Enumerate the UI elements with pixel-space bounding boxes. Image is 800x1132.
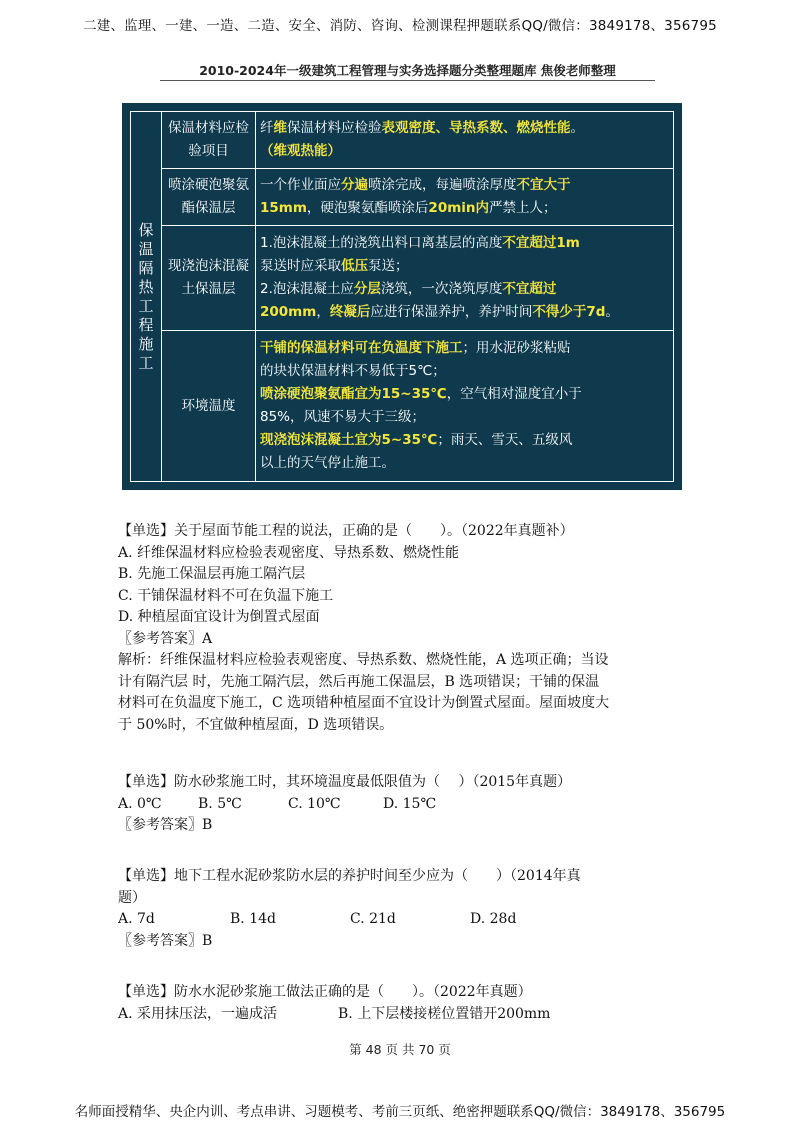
highlight-text: 15mm (260, 200, 307, 216)
row-content-line (260, 197, 669, 220)
row-content-line (260, 337, 669, 360)
section-label-char: 热 (138, 277, 154, 296)
body-text: 1.泡沫混凝土的浇筑出料口离基层的高度 (260, 235, 503, 251)
body-text: 以上的天气停止施工。 (260, 455, 395, 471)
option-a: A. 采用抹压法，一遍成活 (118, 1005, 278, 1022)
body-text: 应进行保湿养护，养护时间 (370, 304, 533, 320)
body-text: ，硬泡聚氨酯喷涂后 (306, 200, 429, 216)
insulation-construction-slide (122, 103, 682, 490)
highlight-text: 现浇泡沫混凝土宜为5~35℃ (260, 432, 438, 448)
top-contact-banner: 二建、监理、一建、一造、二造、安全、消防、咨询、检测课程押题联系QQ/微信：3849178、356795 (83, 18, 717, 34)
row-label-spray-foam: 喷涂硬泡聚氨酯保温层 (162, 169, 256, 226)
highlight-text: 不宜超过 (502, 281, 557, 297)
question-stem: 【单选】防水砂浆施工时，其环境温度最低限值为（ ）（2015年真题） (118, 774, 572, 790)
highlight-text: 20min内 (428, 200, 490, 216)
document-title: 2010-2024年一级建筑工程管理与实务选择题分类整理题库 焦俊老师整理 (199, 63, 616, 78)
body-text: 纤 (260, 120, 274, 136)
analysis-line: 于 50%时，不宜做种植屋面，D 选项错误。 (118, 716, 394, 733)
body-text: 保温材料应检验 (287, 120, 382, 136)
option-c: C. 干铺保温材料不可在负温下施工 (118, 587, 334, 604)
highlight-text: 分层 (353, 281, 381, 297)
highlight-text: 干铺的保温材料可在负温度下施工 (260, 340, 463, 356)
reference-answer: 〖参考答案〗B (118, 932, 213, 949)
reference-answer: 〖参考答案〗A (118, 630, 213, 647)
highlight-text: 喷涂硬泡聚氨酯宜为15~35℃ (260, 386, 447, 402)
body-text: 严禁上人； (489, 200, 557, 216)
option-a: A. 7d (118, 911, 155, 927)
option-b: B. 5℃ (198, 795, 242, 812)
body-text: ；用水泥砂浆粘贴 (462, 340, 571, 356)
body-text: 一个作业面应 (260, 177, 341, 193)
question-block-1 (118, 521, 698, 736)
body-text: 浇筑，一次浇筑厚度 (380, 281, 503, 297)
section-label-char: 程 (138, 315, 154, 334)
highlight-text: 低压 (341, 258, 368, 274)
option-d: D. 28d (470, 911, 517, 927)
body-text: 。 (570, 120, 584, 136)
row-content-line (260, 140, 669, 163)
option-a: A. 纤维保温材料应检验表观密度、导热系数、燃烧性能 (118, 544, 460, 561)
question-stem: 【单选】防水水泥砂浆施工做法正确的是（ ）。（2022年真题） (118, 984, 532, 1000)
section-label-char: 工 (138, 296, 154, 315)
highlight-text: 不宜大于 (516, 177, 571, 193)
options-row (118, 794, 698, 816)
page-number: 第 48 页 共 70 页 (349, 1042, 451, 1057)
row-content-line (260, 452, 669, 475)
body-text: 的块状保温材料不易低于5℃； (260, 363, 446, 379)
analysis-line: 计有隔汽层 时，先施工隔汽层，然后再施工保温层，B 选项错误；干铺的保温 (118, 673, 600, 690)
question-block-3 (118, 866, 698, 952)
bottom-contact-banner: 名师面授精华、央企内训、考点串讲、习题模考、考前三页纸、绝密押题联系QQ/微信：3849178、356795 (74, 1104, 726, 1120)
insulation-table (130, 111, 674, 482)
section-label-cell (131, 112, 162, 482)
body-text: ， (316, 304, 330, 320)
body-text: 泵送时应采取 (260, 258, 341, 274)
section-label-char: 温 (138, 239, 154, 258)
body-text: 85%，风速不易大于三级； (260, 409, 426, 425)
row-content-line (260, 232, 669, 255)
row-label-foam-concrete: 现浇泡沫混凝土保温层 (162, 226, 256, 331)
option-b: B. 上下层楼接槎位置错开200mm (338, 1005, 551, 1022)
body-text: 。 (605, 304, 619, 320)
options-row (118, 909, 698, 931)
option-a: A. 0℃ (118, 795, 162, 812)
row-content (256, 112, 674, 169)
row-content-line (260, 383, 669, 406)
title-divider (160, 80, 655, 81)
row-content-line (260, 255, 669, 278)
options-row (118, 1004, 698, 1026)
option-b: B. 先施工保温层再施工隔汽层 (118, 566, 306, 582)
highlight-text: （维观热能） (260, 143, 341, 159)
section-label-char: 保 (138, 220, 154, 239)
row-content-line (260, 429, 669, 452)
question-stem: 【单选】关于屋面节能工程的说法，正确的是（ ）。（2022年真题补） (118, 523, 574, 539)
option-b: B. 14d (230, 911, 276, 927)
row-content (256, 226, 674, 331)
option-c: C. 10℃ (288, 795, 341, 812)
row-content (256, 169, 674, 226)
section-label-char: 施 (138, 334, 154, 353)
highlight-text: 分遍 (341, 177, 368, 193)
row-content-line (260, 406, 669, 429)
section-label-char: 工 (138, 353, 154, 372)
body-text: 2.泡沫混凝土应 (260, 281, 354, 297)
question-block-4 (118, 982, 698, 1025)
analysis-line: 解析：纤维保温材料应检验表观密度、导热系数、燃烧性能，A 选项正确；当设 (118, 652, 609, 668)
body-text: 喷涂完成，每遍喷涂厚度 (368, 177, 517, 193)
option-d: D. 15℃ (383, 795, 437, 812)
question-stem: 【单选】地下工程水泥砂浆防水层的养护时间至少应为（ ）（2014年真 (118, 868, 581, 884)
highlight-text: 200mm (260, 304, 317, 320)
body-text: ；雨天、雪天、五级风 (437, 432, 573, 448)
row-content-line (260, 117, 669, 140)
highlight-text: 表观密度、导热系数、燃烧性能 (381, 120, 571, 136)
row-content (256, 331, 674, 482)
body-text: 泵送； (368, 258, 409, 274)
option-c: C. 21d (350, 911, 396, 927)
row-content-line (260, 278, 669, 301)
question-block-2 (118, 772, 698, 837)
highlight-text: 不宜超过1m (502, 235, 580, 251)
body-text: ，空气相对湿度宜小于 (446, 386, 582, 402)
highlight-text: 终凝后 (329, 304, 371, 320)
row-content-line (260, 301, 669, 324)
row-label-test-items: 保温材料应检验项目 (162, 112, 256, 169)
option-d: D. 种植屋面宜设计为倒置式屋面 (118, 609, 320, 625)
highlight-text: 不得少于7d (532, 304, 606, 320)
row-content-line (260, 360, 669, 383)
highlight-text: 维 (273, 120, 287, 136)
section-label-char: 隔 (138, 258, 154, 277)
analysis-line: 材料可在负温度下施工，C 选项错种植屋面不宜设计为倒置式屋面。屋面坡度大 (118, 695, 610, 711)
question-stem-cont: 题） (118, 889, 146, 906)
row-content-line (260, 174, 669, 197)
reference-answer: 〖参考答案〗B (118, 817, 213, 833)
row-label-ambient-temp: 环境温度 (162, 331, 256, 482)
